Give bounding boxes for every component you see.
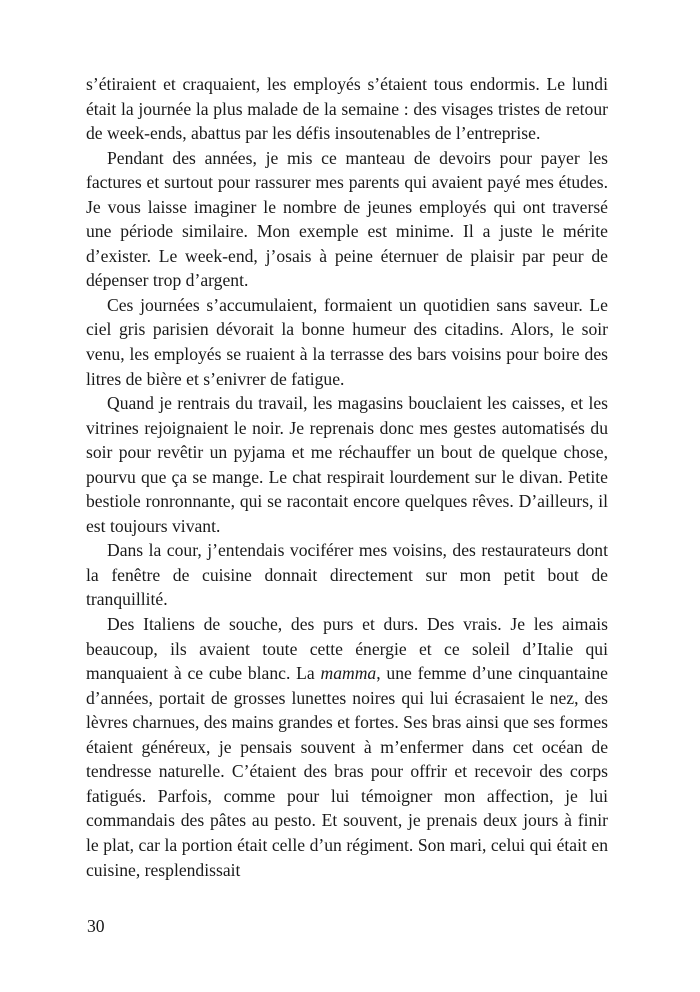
page-number: 30 [87,916,105,936]
paragraph-1: s’étiraient et craquaient, les employés s’étaient tous endormis. Le lundi était la journée la plus malade de la semaine : des visages tristes de retour de week-ends, abattus par les défis insoutenables de l’entreprise. [86,74,608,144]
page-body [86,72,608,882]
paragraph-3: Ces journées s’accumulaient, formaient un quotidien sans saveur. Le ciel gris parisien dévorait la bonne humeur des citadins. Alors, le soir venu, les employés se ruaient à la terrasse des bars voisins pour boire des litres de bière et s’enivrer de fatigue. [86,294,608,389]
paragraph-4: Quand je rentrais du travail, les magasins bouclaient les caisses, et les vitrines rejoignaient le noir. Je reprenais donc mes gestes automatisés du soir pour revêtir un pyjama et me réchauffer un bout de quelque chose, pourvu que ça se mange. Le chat respirait lourdement sur le divan. Petite bestiole ronronnante, qui se racontait encore quelques rêves. D’ailleurs, il est toujours vivant. [86,393,608,536]
paragraph-6-end: , une femme d’une cinquantaine d’années, portait de grosses lunettes noires qui lui écrasaient le nez, des lèvres charnues, des mains grandes et fortes. Ses bras ainsi que ses formes étaient généreux, je pensais souvent à m’enfermer dans cet océan de tendresse naturelle. C’étaient des bras pour offrir et recevoir des corps fatigués. Parfois, comme pour lui témoigner mon affection, je lui commandais des pâtes au pesto. Et souvent, je prenais deux jours à finir le plat, car la portion était celle d’un régiment. Son mari, celui qui était en cuisine, resplendissait [86,663,608,880]
paragraph-2: Pendant des années, je mis ce manteau de devoirs pour payer les factures et surtout pour rassurer mes parents qui avaient payé mes études. Je vous laisse imaginer le nombre de jeunes employés qui ont traversé une période similaire. Mon exemple est minime. Il a juste le mérite d’exister. Le week-end, j’osais à peine éternuer de plaisir par peur de dépenser trop d’argent. [86,147,608,291]
italic-word-mamma: mamma [320,663,377,684]
paragraph-5: Dans la cour, j’entendais vociférer mes voisins, des restaurateurs dont la fenêtre de cuisine donnait directement sur mon petit bout de tranquillité. [86,540,608,610]
paragraph-6 [86,612,608,882]
paragraph-6-start: Des Italiens de souche, des purs et durs. Des vrais. Je les aimais beaucoup, ils avaient toute cette énergie et ce soleil d’Italie qui manquaient à ce cube blanc. La [86,614,608,684]
